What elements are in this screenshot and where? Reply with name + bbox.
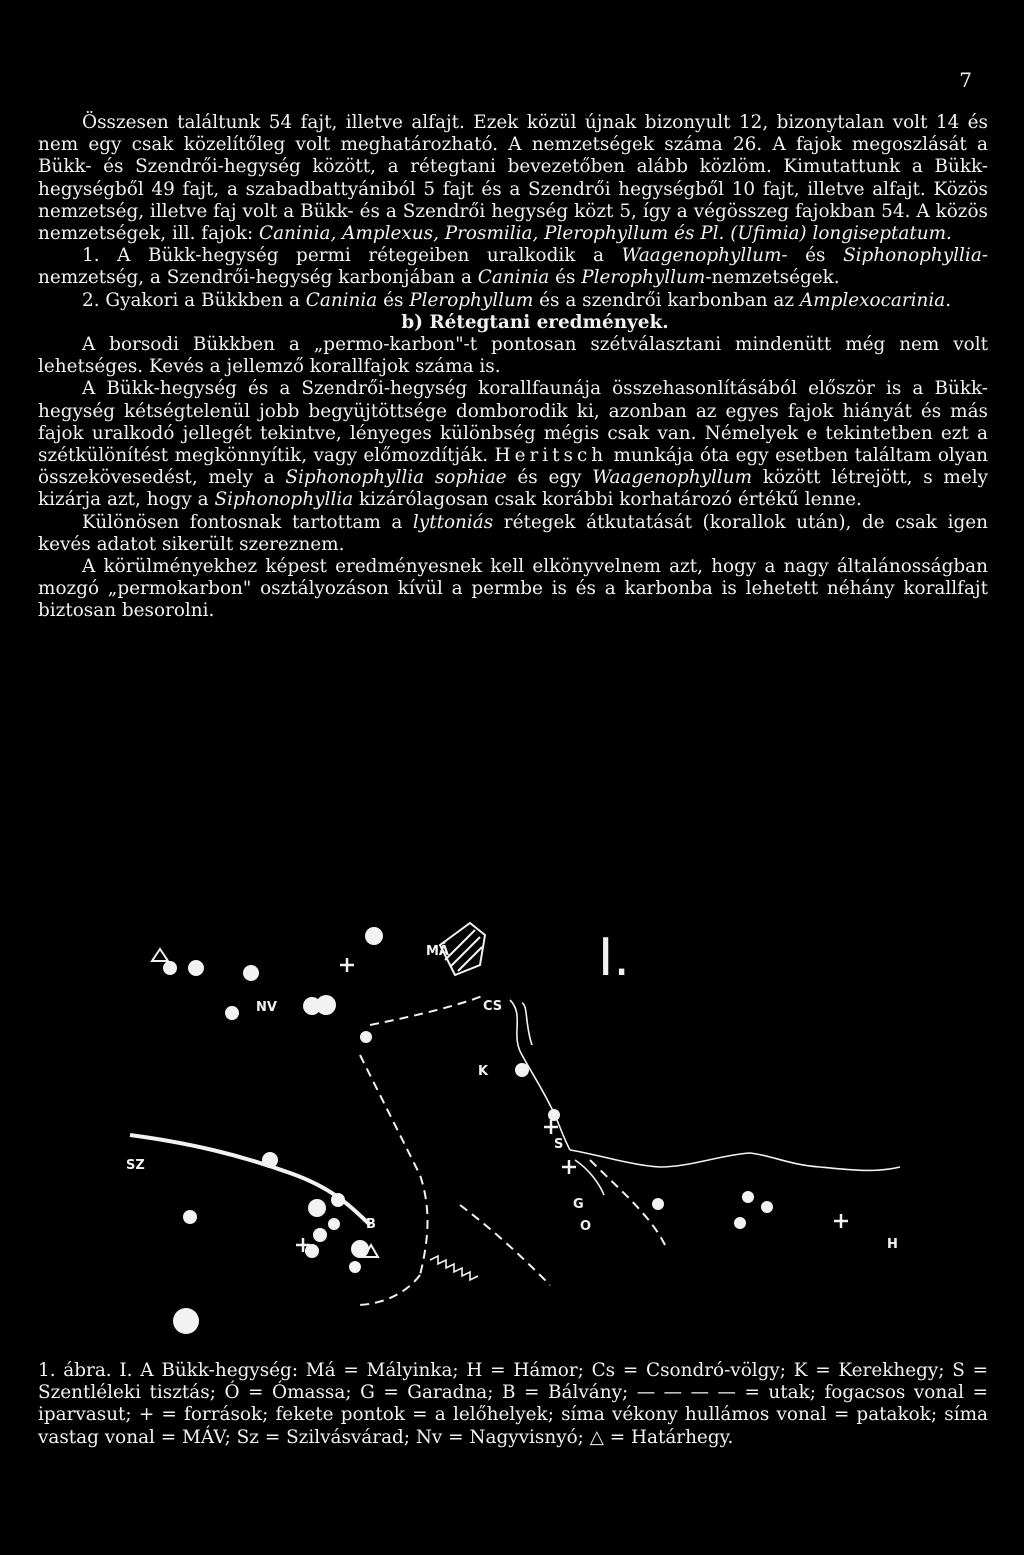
locality-map — [126, 905, 920, 1345]
roads — [355, 995, 665, 1305]
locality-dot — [163, 961, 177, 975]
point-2-end: . — [945, 289, 952, 311]
section-heading: b) Rétegtani eredmények. — [401, 311, 669, 333]
paragraph-summary — [38, 112, 988, 245]
lyttonia-text-2: rétegek átkutatását (korallok után), de csak igen kevés adatot sikerült szereznem. — [38, 511, 988, 555]
railway-mav — [130, 1135, 370, 1225]
lyttonia-text: Különösen fontosnak tartottam a — [82, 511, 413, 533]
common-genera-list: Caninia, Amplexus, Prosmilia, Plerophyllum és Pl. (Ufimia) longiseptatum. — [259, 223, 952, 245]
species-siphonophyllia-sophiae: Siphonophyllia sophiae — [285, 467, 507, 489]
genus-waagenophyllum-2: Waagenophyllum — [592, 467, 753, 489]
road-line — [460, 1205, 550, 1285]
stream-line — [750, 1153, 900, 1170]
locality-dot — [365, 927, 383, 945]
road-line — [360, 1055, 428, 1275]
locality-dot — [225, 1006, 239, 1020]
paragraph-point-1 — [38, 245, 988, 289]
spring-marker — [562, 1160, 576, 1174]
spring-marker — [340, 958, 354, 972]
triangle-icon — [152, 949, 168, 961]
stratigraphy-text-3: között létrejött, s mely kizárja azt, hogy a — [38, 467, 989, 511]
locality-dot — [316, 995, 336, 1015]
locality-dot — [173, 1308, 199, 1334]
paragraph-conclusion: A körülményekhez képest eredményesnek kell elkönyvelnem azt, hogy a nagy általánosságban mozgó „permokarbon" osztályozáson kívül a permbe is és a karbonba is lehetett néhány korallfajt biztosan besorolni. — [38, 556, 988, 622]
map-label-g: G — [573, 1197, 584, 1212]
point-2-text-2: és a szendrői karbonban az — [533, 289, 800, 311]
genus-siphonophyllia: Siphonophyllia — [843, 245, 982, 267]
map-label-s: S — [554, 1137, 564, 1152]
industrial-railway — [430, 1256, 478, 1280]
point-2-text: 2. Gyakori a Bükkben a — [82, 289, 306, 311]
locality-dot — [243, 965, 259, 981]
point-1-text: 1. A Bükk-hegység permi rétegeiben uralkodik a — [82, 245, 622, 267]
locality-dot — [328, 1218, 340, 1230]
paragraph-lyttonia — [38, 512, 988, 556]
map-label-b: B — [366, 1217, 376, 1232]
paragraph-stratigraphy-2 — [38, 378, 988, 511]
stratigraphy-text-2: munkája óta egy esetben találtam olyan összekövesedést, mely a — [38, 445, 988, 489]
stream-line — [575, 1160, 604, 1195]
genus-plerophyllum: Plerophyllum — [581, 267, 706, 289]
page-number: 7 — [959, 68, 972, 92]
map-label-h: H — [887, 1237, 898, 1252]
summary-text: Összesen találtunk 54 fajt, illetve alfajt. Ezek közül újnak bizonyult 12, bizonytalan volt 14 és nem egy csak közelítőleg volt meghatározható. A nemzetségek száma 26. A fajok megoszlását a Bükk- és Szendrői-hegység között, a rétegtani bevezetőben alább közlöm. Kimutattunk a Bükk-hegységből 49 fajt, a szabadbattyániból 5 fajt és a Szendrői hegységből 10 fajt, illetve alfajt. Közös nemzetség, illetve faj volt a Bükk- és a Szendrői hegység közt 5, így a végösszeg fajokban 54. A közös nemzetségek, ill. fajok: — [38, 112, 988, 245]
main-text — [38, 112, 988, 623]
locality-dot — [360, 1031, 372, 1043]
map-label-cs: CS — [483, 999, 503, 1014]
lyttonias-term: lyttoniás — [412, 511, 494, 533]
border-mountain-markers — [152, 949, 378, 1257]
spring-marker — [544, 1120, 558, 1134]
genus-caninia: Caninia — [477, 267, 550, 289]
stream-line — [522, 1003, 532, 1045]
stream-line — [570, 1150, 750, 1167]
point-1-conj-2: és — [549, 267, 582, 289]
point-1-conj: és — [787, 245, 844, 267]
locality-dot — [351, 1240, 369, 1258]
paragraph-point-2 — [38, 290, 988, 312]
locality-dot — [761, 1201, 773, 1213]
map-label-k: K — [478, 1064, 489, 1079]
paragraph-stratigraphy-1: A borsodi Bükkben a „permo-karbon"-t pontosan szétválasztani mindenütt még nem volt lehetséges. Kevés a jellemző korallfajok száma is. — [38, 334, 988, 378]
locality-dot — [183, 1210, 197, 1224]
genus-amplexocarinia: Amplexocarinia — [799, 289, 946, 311]
figure-caption — [38, 1360, 988, 1449]
map-label-nv: NV — [256, 1000, 277, 1015]
point-2-conj: és — [377, 289, 410, 311]
point-1-text-2: -nemzetség, a Szendrői-hegység karbonjában a — [38, 245, 988, 289]
stratigraphy-conj: és egy — [506, 467, 593, 489]
locality-dot — [313, 1228, 327, 1242]
caption-text: 1. ábra. I. A Bükk-hegység: Má = Mályinka; H = Hámor; Cs = Csondró-völgy; K = Kerekhegy; S = Szentléleki tisztás; Ó = Ómassa; G = Garadna; B = Bálvány; — — — — = utak; fogacsos vonal = iparvasut; + = források; fekete pontok = a lelőhelyek; síma vékony hullámos vonal = patakok; síma vastag vonal = MÁV; Sz = Szilvásvárad; Nv = Nagyvisnyó; △ = Határhegy. — [38, 1360, 988, 1448]
stratigraphy-end: kizárólagosan csak korábbi korhatározó értékű lenne. — [353, 489, 862, 511]
locality-dot — [652, 1198, 664, 1210]
stratigraphy-text: A Bükk-hegység és a Szendrői-hegység korallfaunája összehasonlításából először is a Bükk-hegység kétségtelenül jobb begyüjtöttsége domborodik ki, azonban az egyes fajok hiányát és más fajok uralkodó jellegét tekintve, lényeges különbség mégis csak van. Némelyek e tekintetben ezt a szétkülönítést megkönnyítik, vagy előmozdítják. — [38, 378, 988, 467]
road-line — [355, 1275, 420, 1305]
map-label-ma: MÁ — [426, 944, 449, 959]
map-label-o: O — [580, 1219, 592, 1234]
spring-marker — [834, 1214, 848, 1228]
genus-waagenophyllum: Waagenophyllum- — [621, 245, 788, 267]
genus-siphonophyllia-2: Siphonophyllia — [214, 489, 354, 511]
map-label-sz: SZ — [126, 1158, 145, 1173]
point-1-end: -nemzetségek. — [705, 267, 840, 289]
locality-dot — [742, 1191, 754, 1203]
genus-plerophyllum-2: Plerophyllum — [409, 289, 534, 311]
author-heritsch: Heritsch — [494, 445, 608, 467]
map-roman-numeral: I. — [598, 928, 630, 988]
locality-dot — [349, 1261, 361, 1273]
road-line — [370, 995, 485, 1025]
locality-dot — [188, 960, 204, 976]
locality-dot — [734, 1217, 746, 1229]
locality-dot — [308, 1199, 326, 1217]
genus-caninia-2: Caninia — [305, 289, 378, 311]
